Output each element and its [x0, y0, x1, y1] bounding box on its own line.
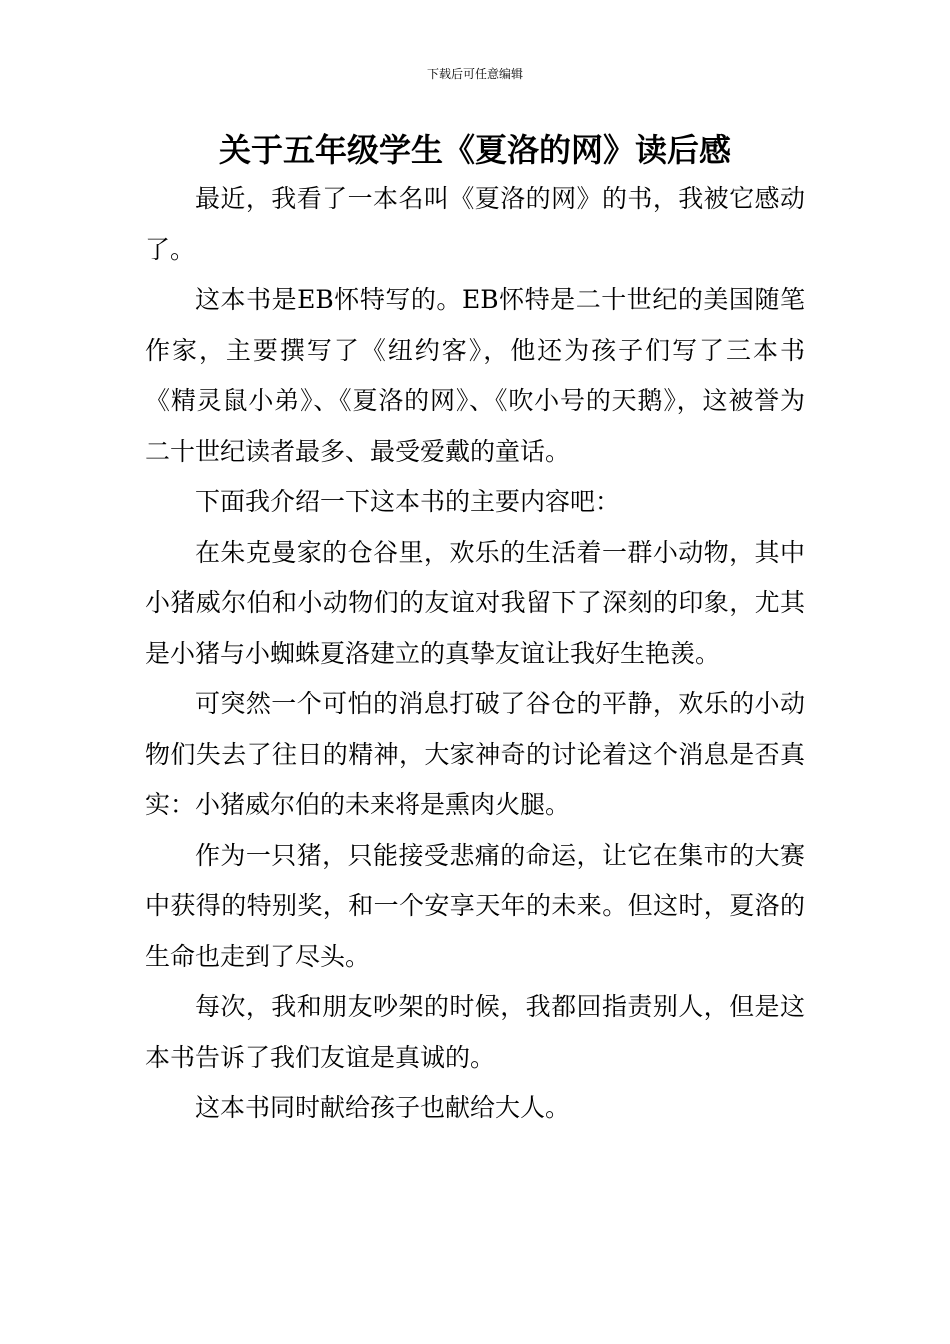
paragraph-1: 最近，我看了一本名叫《夏洛的网》的书，我被它感动了。	[145, 184, 805, 264]
header-note: 下载后可任意编辑	[426, 67, 523, 81]
paragraph-6: 作为一只猪，只能接受悲痛的命运，让它在集市的大赛中获得的特别奖，和一个安享天年的未来。但这时，夏洛的生命也走到了尽头。	[145, 840, 805, 971]
paragraph-3: 下面我介绍一下这本书的主要内容吧：	[195, 487, 621, 516]
paragraph-8: 这本书同时献给孩子也献给大人。	[195, 1093, 571, 1122]
paragraph-7: 每次，我和朋友吵架的时候，我都回指责别人，但是这本书告诉了我们友谊是真诚的。	[145, 992, 805, 1072]
paragraph-5: 可突然一个可怕的消息打破了谷仓的平静，欢乐的小动物们失去了往日的精神，大家神奇的讨论着这个消息是否真实：小猪威尔伯的未来将是熏肉火腿。	[145, 689, 805, 819]
document-title: 关于五年级学生《夏洛的网》读后感	[218, 131, 731, 169]
document-body	[145, 174, 805, 1134]
paragraph-4: 在朱克曼家的仓谷里，欢乐的生活着一群小动物，其中小猪威尔伯和小动物们的友谊对我留下了深刻的印象，尤其是小猪与小蜘蛛夏洛建立的真挚友谊让我好生艳羡。	[145, 537, 805, 668]
paragraph-2: 这本书是EB怀特写的。EB怀特是二十世纪的美国随笔作家，主要撰写了《纽约客》，他还为孩子们写了三本书《精灵鼠小弟》、《夏洛的网》、《吹小号的天鹅》，这被誉为二十世纪读者最多、最受爱戴的童话。	[145, 285, 805, 466]
